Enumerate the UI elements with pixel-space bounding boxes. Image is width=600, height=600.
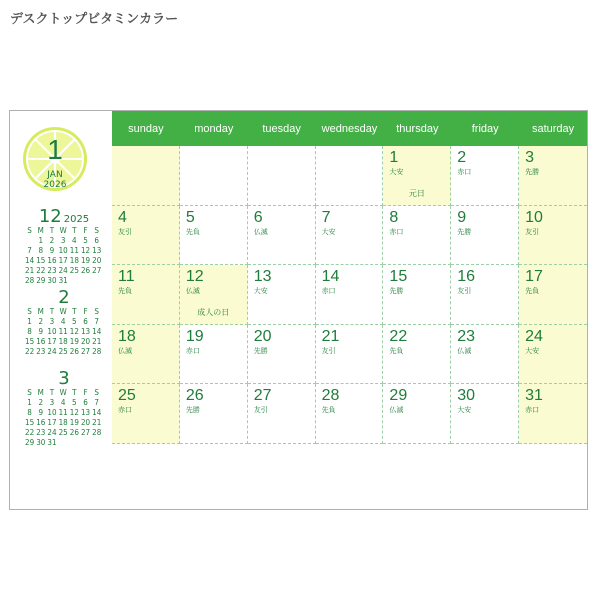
mini-day: 11	[69, 246, 79, 255]
day-cell[interactable]	[316, 384, 384, 444]
day-number: 19	[185, 327, 204, 345]
mini-weekday: T	[72, 307, 77, 316]
rokuyo-label: 赤口	[457, 168, 472, 176]
rokuyo-label: 仏滅	[253, 227, 268, 236]
mini-day: 4	[72, 236, 77, 245]
mini-weekday: S	[94, 388, 99, 397]
weekday-sunday: sunday	[128, 122, 164, 135]
mini-day: 24	[47, 428, 57, 437]
mini-day: 21	[92, 418, 102, 427]
day-cell[interactable]	[112, 146, 180, 206]
mini-day: 7	[94, 398, 99, 407]
mini-weekday: M	[37, 226, 44, 235]
mini-calendar-march	[24, 370, 104, 448]
day-cell[interactable]	[248, 206, 316, 266]
mini-day: 1	[27, 317, 32, 326]
mini-day: 13	[80, 327, 91, 336]
day-number: 28	[321, 387, 340, 405]
day-cell[interactable]	[519, 206, 587, 266]
mini-day: 25	[58, 347, 68, 356]
mini-day: 5	[72, 317, 77, 326]
day-cell[interactable]	[180, 265, 248, 325]
mini-day: 11	[58, 327, 68, 336]
mini-weekday: W	[59, 307, 67, 316]
mini-weekday: F	[83, 388, 88, 397]
mini-weekday: M	[37, 307, 44, 316]
day-cell[interactable]	[112, 384, 180, 444]
day-number: 29	[389, 387, 408, 405]
mini-day: 16	[36, 418, 46, 427]
mini-day: 31	[58, 276, 68, 285]
mini-day: 24	[58, 266, 68, 275]
mini-weekday: T	[72, 388, 77, 397]
rokuyo-label: 大安	[321, 227, 336, 236]
holiday-label: 元日	[408, 188, 425, 198]
day-number: 6	[253, 208, 263, 226]
rokuyo-label: 大安	[253, 287, 268, 296]
day-cell[interactable]	[316, 146, 384, 206]
mini-day: 14	[92, 327, 102, 336]
rokuyo-label: 仏滅	[389, 406, 404, 415]
mini-month: 3	[58, 368, 70, 389]
mini-weekday: S	[27, 226, 32, 235]
mini-day: 20	[80, 418, 91, 427]
mini-day: 24	[47, 347, 57, 356]
mini-weekday: M	[37, 388, 44, 397]
rokuyo-label: 先負	[321, 406, 336, 415]
mini-day: 16	[36, 337, 46, 346]
mini-weekday: T	[49, 226, 55, 235]
mini-day: 22	[36, 266, 46, 275]
mini-day: 2	[38, 317, 44, 326]
rokuyo-label: 先負	[118, 287, 132, 296]
mini-day: 23	[36, 428, 46, 437]
day-number: 3	[525, 149, 535, 166]
rokuyo-label: 先勝	[525, 168, 540, 176]
mini-weekday: S	[94, 226, 99, 235]
mini-day: 19	[80, 256, 91, 265]
mini-day: 26	[69, 428, 79, 437]
day-number: 9	[457, 208, 467, 226]
rokuyo-label: 先勝	[389, 287, 404, 296]
mini-day: 4	[60, 317, 66, 326]
day-number: 11	[118, 268, 135, 286]
day-cell[interactable]	[248, 265, 316, 325]
page-title: デスクトップビタミンカラー	[10, 12, 179, 27]
weekday-wednesday: wednesday	[321, 122, 378, 135]
mini-grid	[24, 226, 104, 286]
rokuyo-label: 赤口	[321, 287, 336, 296]
day-cell[interactable]	[519, 384, 587, 444]
day-number: 20	[253, 327, 272, 345]
calendar-card	[9, 110, 588, 510]
month-grid	[112, 111, 587, 444]
day-number: 1	[389, 149, 399, 166]
rokuyo-label: 友引	[457, 287, 472, 296]
rokuyo-label: 友引	[253, 406, 268, 415]
mini-calendar-december	[24, 208, 104, 286]
day-number: 25	[118, 387, 136, 405]
mini-day: 26	[80, 266, 91, 275]
mini-month: 12	[38, 206, 62, 227]
mini-day: 17	[47, 337, 57, 346]
day-number: 30	[457, 387, 476, 405]
mini-day: 29	[25, 438, 35, 447]
mini-weekday: S	[27, 388, 32, 397]
day-cell[interactable]	[112, 325, 180, 385]
rokuyo-label: 大安	[457, 406, 472, 415]
mini-day: 5	[83, 236, 88, 245]
weekday-header	[112, 111, 587, 146]
day-cell[interactable]	[383, 265, 451, 325]
day-number: 18	[118, 327, 136, 345]
day-cell[interactable]	[519, 325, 587, 385]
calendar-weeks	[112, 146, 587, 444]
day-cell[interactable]	[383, 384, 451, 444]
day-number: 24	[525, 327, 543, 345]
day-cell[interactable]	[451, 206, 519, 266]
day-number: 14	[321, 268, 340, 286]
day-number: 8	[389, 208, 399, 226]
mini-day: 17	[47, 418, 57, 427]
day-cell[interactable]	[248, 325, 316, 385]
day-cell[interactable]	[248, 384, 316, 444]
mini-day: 2	[38, 398, 44, 407]
mini-day: 29	[36, 276, 46, 285]
day-number: 23	[457, 327, 476, 345]
rokuyo-label: 先勝	[253, 346, 268, 355]
rokuyo-label: 先勝	[457, 227, 472, 236]
mini-day: 28	[92, 347, 102, 356]
rokuyo-label: 友引	[321, 346, 336, 355]
mini-day: 27	[80, 428, 91, 437]
mini-day: 16	[47, 256, 57, 265]
mini-day: 27	[80, 347, 91, 356]
mini-day: 4	[60, 398, 66, 407]
logo-month: 1	[47, 134, 63, 165]
day-number: 12	[185, 268, 204, 286]
mini-day: 15	[25, 337, 35, 346]
mini-day: 2	[49, 236, 55, 245]
rokuyo-label: 赤口	[389, 227, 404, 236]
mini-weekday: W	[59, 226, 67, 235]
mini-day: 21	[92, 337, 102, 346]
mini-day: 23	[47, 266, 57, 275]
sidebar	[10, 111, 112, 509]
day-number: 22	[389, 327, 408, 345]
logo-month-abbr: JAN	[47, 170, 63, 180]
mini-day: 15	[25, 418, 35, 427]
rokuyo-label: 先負	[525, 287, 540, 296]
mini-day: 25	[58, 428, 68, 437]
rokuyo-label: 赤口	[118, 406, 132, 415]
mini-day: 13	[80, 408, 91, 417]
rokuyo-label: 先負	[389, 346, 404, 355]
mini-day: 12	[69, 327, 79, 336]
rokuyo-label: 赤口	[185, 346, 200, 355]
mini-day: 22	[25, 428, 35, 437]
rokuyo-label: 友引	[118, 227, 132, 236]
mini-day: 1	[27, 398, 32, 407]
mini-day: 26	[69, 347, 79, 356]
rokuyo-label: 仏滅	[457, 346, 472, 355]
rokuyo-label: 先勝	[185, 406, 200, 415]
lemon-month-logo	[22, 126, 88, 192]
mini-day: 11	[58, 408, 68, 417]
day-cell[interactable]	[112, 206, 180, 266]
day-cell[interactable]	[180, 206, 248, 266]
mini-day: 9	[49, 246, 55, 255]
mini-grid	[24, 388, 104, 448]
day-cell[interactable]	[180, 325, 248, 385]
mini-weekday: S	[27, 307, 32, 316]
rokuyo-label: 大安	[525, 346, 540, 355]
mini-calendar-february	[24, 289, 104, 357]
mini-day: 17	[58, 256, 68, 265]
mini-day: 6	[94, 236, 99, 245]
day-cell[interactable]	[248, 146, 316, 206]
rokuyo-label: 仏滅	[185, 287, 200, 296]
mini-day: 14	[92, 408, 102, 417]
mini-day: 7	[94, 317, 99, 326]
mini-day: 12	[80, 246, 91, 255]
rokuyo-label: 先負	[185, 227, 200, 236]
mini-day: 18	[58, 418, 68, 427]
mini-day: 20	[80, 337, 91, 346]
mini-weekday: F	[83, 307, 88, 316]
mini-day: 3	[49, 317, 55, 326]
mini-day: 30	[47, 276, 57, 285]
mini-day: 6	[83, 398, 88, 407]
mini-day: 19	[69, 337, 79, 346]
mini-day: 28	[25, 276, 35, 285]
day-cell[interactable]	[180, 384, 248, 444]
day-number: 7	[321, 208, 331, 226]
mini-day: 6	[83, 317, 88, 326]
weekday-friday: friday	[471, 122, 499, 135]
rokuyo-label: 友引	[525, 227, 540, 236]
weekday-tuesday: tuesday	[262, 122, 301, 135]
weekday-thursday: thursday	[396, 122, 439, 135]
mini-day	[24, 236, 35, 246]
day-number: 5	[185, 208, 195, 226]
day-cell[interactable]	[316, 265, 384, 325]
mini-weekday: F	[83, 226, 88, 235]
day-number: 27	[253, 387, 272, 405]
mini-weekday: T	[49, 388, 55, 397]
rokuyo-label: 赤口	[525, 406, 540, 415]
mini-day: 3	[49, 398, 55, 407]
day-number: 31	[525, 387, 543, 405]
day-number: 10	[525, 208, 543, 226]
day-cell[interactable]	[451, 265, 519, 325]
day-number: 16	[457, 268, 476, 286]
logo-year: 2026	[43, 180, 67, 190]
day-cell[interactable]	[451, 146, 519, 206]
mini-day: 13	[92, 246, 102, 255]
mini-day: 3	[60, 236, 66, 245]
mini-day: 25	[69, 266, 79, 275]
weekday-monday: monday	[194, 122, 234, 135]
day-number: 2	[457, 149, 467, 166]
day-cell[interactable]	[519, 146, 587, 206]
day-cell[interactable]	[316, 325, 384, 385]
mini-day: 18	[69, 256, 79, 265]
rokuyo-label: 仏滅	[118, 346, 132, 355]
day-number: 17	[525, 268, 543, 286]
mini-day: 1	[38, 236, 44, 245]
mini-day: 22	[25, 347, 35, 356]
day-cell[interactable]	[316, 206, 384, 266]
mini-day: 23	[36, 347, 46, 356]
mini-day: 8	[38, 246, 44, 255]
day-cell[interactable]	[451, 384, 519, 444]
day-number: 4	[118, 208, 127, 226]
mini-day: 19	[69, 418, 79, 427]
mini-month: 2	[58, 287, 70, 308]
mini-day: 5	[72, 398, 77, 407]
mini-day: 8	[27, 327, 32, 336]
day-number: 26	[185, 387, 204, 405]
mini-weekday: S	[94, 307, 99, 316]
mini-day: 21	[25, 266, 35, 275]
day-cell[interactable]	[383, 206, 451, 266]
day-number: 21	[321, 327, 340, 345]
mini-day: 7	[27, 246, 32, 255]
mini-day: 28	[92, 428, 102, 437]
mini-day: 9	[38, 408, 44, 417]
mini-day: 8	[27, 408, 32, 417]
day-number: 15	[389, 268, 408, 286]
day-cell[interactable]	[383, 325, 451, 385]
day-cell[interactable]	[519, 265, 587, 325]
mini-day: 10	[58, 246, 68, 255]
mini-day: 10	[47, 408, 57, 417]
mini-day: 15	[36, 256, 46, 265]
day-cell[interactable]	[112, 265, 180, 325]
mini-day: 31	[47, 438, 57, 447]
day-cell[interactable]	[383, 146, 451, 206]
mini-day: 10	[47, 327, 57, 336]
mini-day: 9	[38, 327, 44, 336]
holiday-label: 成人の日	[197, 307, 230, 317]
mini-day: 18	[58, 337, 68, 346]
weekday-saturday: saturday	[531, 122, 575, 135]
mini-day: 12	[69, 408, 79, 417]
day-number: 13	[253, 268, 272, 286]
mini-day: 30	[36, 438, 46, 447]
mini-day: 20	[92, 256, 102, 265]
mini-day: 14	[25, 256, 35, 265]
mini-day: 27	[92, 266, 102, 275]
mini-year: 2025	[63, 214, 90, 225]
mini-weekday: T	[72, 226, 77, 235]
rokuyo-label: 大安	[389, 168, 404, 176]
mini-weekday: T	[49, 307, 55, 316]
mini-weekday: W	[59, 388, 67, 397]
day-cell[interactable]	[451, 325, 519, 385]
day-cell[interactable]	[180, 146, 248, 206]
mini-grid	[24, 307, 104, 357]
